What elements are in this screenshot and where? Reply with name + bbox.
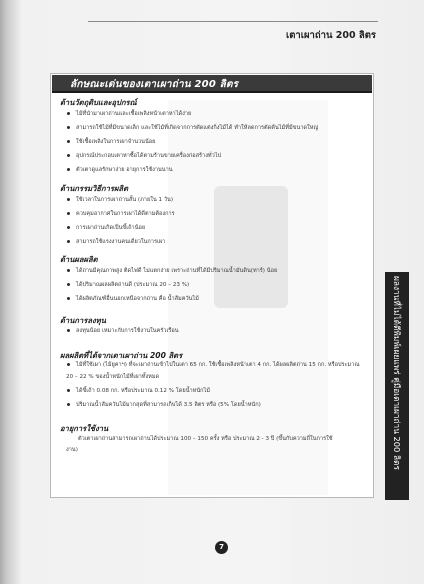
section-title-lifespan: อายุการใช้งาน	[60, 424, 109, 433]
list-item: ไม้ที่นำมาเผาถ่านและเชื้อเพลิงหน้าเตาหาได้ง่าย	[66, 107, 318, 121]
page-number: 7	[215, 541, 228, 554]
side-tab	[385, 272, 409, 500]
list-item: ปริมาณน้ำส้มควันไม้มากสุดที่สามารถเก็บได้ 3.5 ลิตร หรือ (5% โดยน้ำหนัก)	[66, 398, 261, 412]
header-rule	[88, 21, 378, 22]
side-tab-label: ผลงานที่ไม่ได้ตีพิมพ์เผยแพร่ คู่มือเตาเผาถ่าน 200 ลิตร	[392, 276, 402, 470]
list-item: ไม้ที่ใช้เผา (ไม้ยูคาฯ) ที่จะเผาถ่านเข้าไปในเตา 65 กก. ใช้เชื้อเพลิงหน้าเตา 4 กก. ได้ผลผลิตถ่าน 15 กก. หรือประมาณ	[66, 358, 360, 372]
materials-list	[66, 107, 318, 177]
list-item: ควบคุมอากาศในการเผาได้ดีตามต้องการ	[66, 207, 175, 221]
lifespan-continuation: งาน)	[66, 447, 78, 453]
investment-list	[66, 324, 179, 338]
list-item: สามารถใช้แรงงานคนเดียวในการเผา	[66, 235, 175, 249]
section-title-production: ด้านกรรมวิธีการผลิต	[60, 184, 129, 193]
output-list	[66, 264, 277, 306]
results-list-extra	[66, 384, 261, 412]
list-item: การเผาถ่านเกิดเป็นขี้เถ้าน้อย	[66, 221, 175, 235]
list-item: ใช้เวลาในการเผาถ่านสั้น (ภายใน 1 วัน)	[66, 193, 175, 207]
list-item: สามารถใช้ไม้ที่มีขนาดเล็ก และใช้ไม้ที่เกิดจากการตัดแต่งกิ่งไม้ได้ ทำให้ลดการตัดต้นไม้ที่มีขนาดใหญ่	[66, 121, 318, 135]
list-item: ได้ผลิตภัณฑ์อื่นนอกเหนือจากถ่าน คือ น้ำส้มควันไม้	[66, 292, 277, 306]
running-header: เตาเผาถ่าน 200 ลิตร	[285, 30, 376, 41]
section-title-results: ผลผลิตที่ได้จากเตาเผาถ่าน 200 ลิตร	[60, 351, 183, 360]
list-item: ใช้เชื้อเพลิงในการเผาจำนวนน้อย	[66, 135, 318, 149]
production-list	[66, 193, 175, 249]
section-banner	[52, 75, 372, 93]
section-title-investment: ด้านการลงทุน	[60, 316, 106, 325]
banner-title: ลักษณะเด่นของเตาเผาถ่าน 200 ลิตร	[70, 79, 239, 90]
section-title-output: ด้านผลผลิต	[60, 255, 98, 264]
results-list	[66, 358, 360, 372]
list-item: อุปกรณ์ประกอบเตาหาซื้อได้ตามร้านขายเครื่องก่อสร้างทั่วไป	[66, 149, 318, 163]
list-item: ตัวเตาดูแลรักษาง่าย อายุการใช้งานนาน	[66, 163, 318, 177]
list-item: ลงทุนน้อย เหมาะกับการใช้งานในครัวเรือน	[66, 324, 179, 338]
results-continuation: 20 – 22 % ของน้ำหนักไม้ที่เผาทั้งหมด	[66, 374, 160, 380]
lifespan-text: ตัวเตาเผาถ่านสามารถเผาถ่านได้ประมาณ 100 – 150 ครั้ง หรือ ประมาณ 2 - 3 ปี (ขึ้นกับความถี่ในการใช้	[78, 436, 333, 442]
list-item: ได้ขี้เถ้า 0.08 กก. หรือประมาณ 0.12 % โดยน้ำหนักไม้	[66, 384, 261, 398]
section-title-materials: ด้านวัตถุดิบและอุปกรณ์	[60, 98, 137, 107]
list-item: ได้ถ่านมีคุณภาพสูง ติดไฟดี ไม่แตกง่าย เพราะถ่านที่ได้มีปริมาณน้ำมันดิน(ทาร์) น้อย	[66, 264, 277, 278]
list-item: ได้ปริมาณผลผลิตถ่านดี (ประมาณ 20 – 23 %)	[66, 278, 277, 292]
